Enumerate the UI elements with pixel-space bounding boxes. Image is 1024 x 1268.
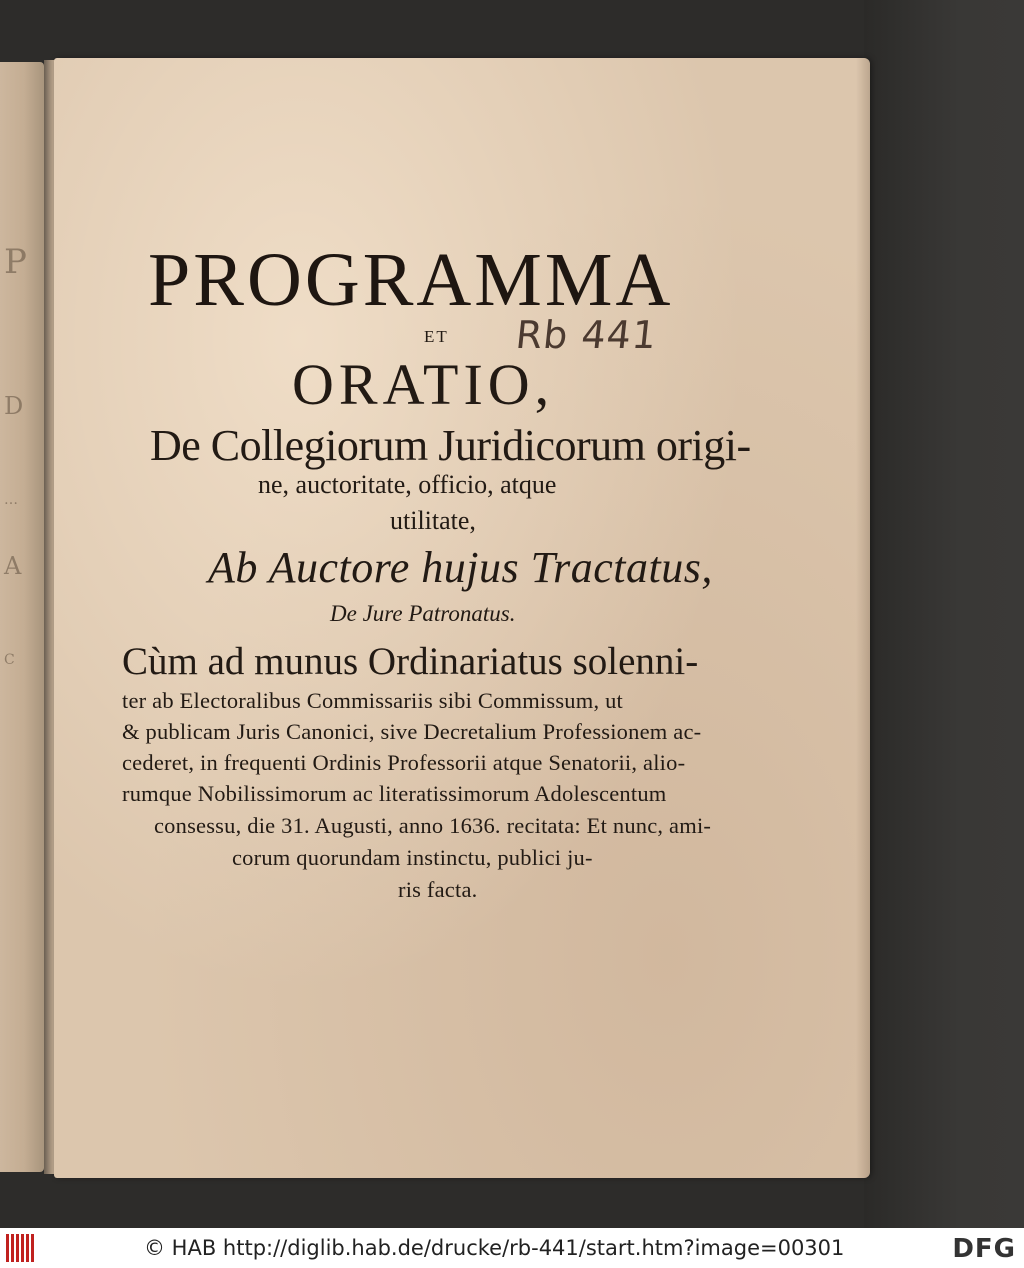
et-conjunction: ET (424, 327, 449, 346)
body-line: Cùm ad munus Ordinariatus solenni- (122, 640, 699, 683)
ghost-text: C (4, 652, 15, 668)
body-line: consessu, die 31. Augusti, anno 1636. recitata: Et nunc, ami- (154, 813, 712, 838)
body-line: cederet, in frequenti Ordinis Professorii atque Senatorii, alio- (122, 750, 686, 775)
hab-logo-icon (6, 1234, 36, 1262)
body-line: ter ab Electoralibus Commissariis sibi Commissum, ut (122, 688, 623, 713)
body-line: corum quorundam instinctu, publici ju- (232, 845, 593, 870)
dfg-logo: DFG (952, 1234, 1016, 1264)
copyright-link[interactable]: © HAB http://diglib.hab.de/drucke/rb-441/start.htm?image=00301 (144, 1236, 845, 1260)
page-title: PROGRAMMA (148, 238, 674, 322)
oratio-heading: ORATIO, (292, 352, 555, 417)
body-line: rumque Nobilissimorum ac literatissimorum Adolescentum (122, 781, 667, 806)
previous-page-edge (0, 62, 44, 1172)
treatise-line: De Jure Patronatus. (330, 601, 516, 626)
page-text (54, 58, 870, 1178)
title-page (54, 58, 870, 1178)
ghost-text: A (4, 552, 22, 580)
subtitle-line-2: ne, auctoritate, officio, atque (258, 470, 557, 499)
ghost-text: … (4, 492, 18, 508)
body-line: ris facta. (398, 877, 478, 902)
body-line: & publicam Juris Canonici, sive Decretalium Professionem ac- (122, 719, 702, 744)
author-line: Ab Auctore hujus Tractatus, (208, 543, 713, 592)
ghost-text: P (4, 242, 27, 282)
subtitle-line-3: utilitate, (390, 506, 476, 535)
handwritten-shelfmark: Rb 441 (513, 313, 660, 357)
footer-bar (0, 1228, 1024, 1268)
subtitle-line-1: De Collegiorum Juridicorum origi- (150, 421, 751, 470)
ghost-text: D (4, 392, 24, 420)
